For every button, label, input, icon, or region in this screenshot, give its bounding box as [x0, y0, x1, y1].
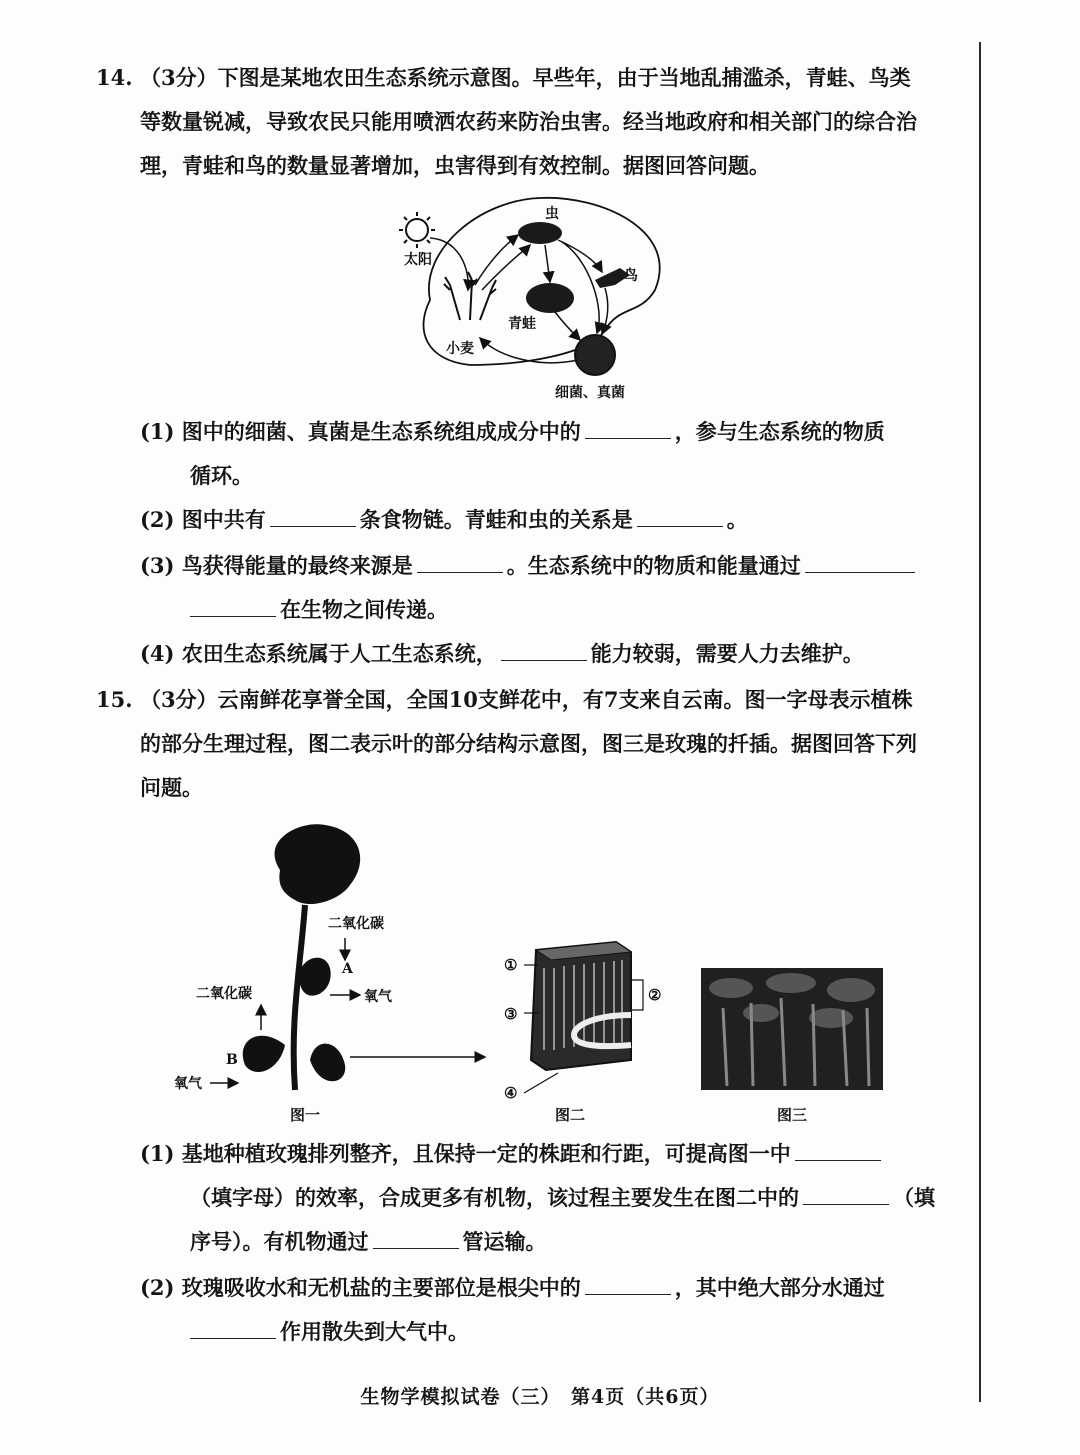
q14-stem: [96, 56, 964, 188]
q15-sub2: [140, 1266, 964, 1354]
q14-sub2-text-a: 图中共有: [181, 507, 266, 532]
q15-intro-line1: （3分）云南鲜花享誉全国，全国10支鲜花中，有7支来自云南。图一字母表示植株: [140, 687, 913, 712]
q14-intro-line2: 等数量锐减，导致农民只能用喷洒农药来防治虫害。经当地政府和相关部门的综合治: [140, 109, 917, 134]
fig1-label-b: B: [226, 1052, 238, 1068]
q15-sub2-text-c: 作用散失到大气中。: [280, 1319, 469, 1344]
q14-sub1: [140, 410, 964, 498]
q14-sub2-num: (2): [140, 507, 175, 532]
q15-sub1-text-a: 基地种植玫瑰排列整齐，且保持一定的株距和行距，可提高图一中: [181, 1141, 791, 1166]
q14-sub2: [140, 498, 964, 542]
answer-blank[interactable]: [373, 1220, 459, 1249]
fig1-label-o2-right: 氧气: [364, 989, 392, 1005]
q14-sub3-text-b: 。生态系统中的物质和能量通过: [506, 553, 801, 578]
answer-blank[interactable]: [585, 410, 671, 439]
rose-plant-icon: [243, 824, 360, 1090]
fig2-marker-3: ③: [504, 1005, 518, 1023]
wheat-icon: [444, 272, 496, 320]
label-decomposer: 细菌、真菌: [555, 385, 625, 401]
answer-blank[interactable]: [417, 544, 503, 573]
q15-sub1-text-c: （填: [893, 1185, 935, 1210]
q15-number: 15.: [96, 687, 133, 712]
answer-blank[interactable]: [637, 498, 723, 527]
q14-sub3-num: (3): [140, 553, 175, 578]
fig1-label-co2-top: 二氧化碳: [328, 916, 384, 932]
figure-1-rose: [160, 820, 500, 1100]
q15-sub1: [140, 1132, 964, 1264]
q14-number: 14.: [96, 65, 133, 90]
q15-sub1-text-d: 序号）。有机物通过: [190, 1229, 369, 1254]
frog-icon: [526, 283, 574, 313]
answer-blank[interactable]: [795, 1132, 881, 1161]
sun-icon: [399, 212, 435, 248]
q14-sub4-text-b: 能力较弱，需要人力去维护。: [590, 641, 864, 666]
fig2-marker-2: ②: [648, 986, 662, 1004]
q14-intro-line1: （3分）下图是某地农田生态系统示意图。早些年，由于当地乱捕滥杀，青蛙、鸟类: [140, 65, 911, 90]
q15-sub1-num: (1): [140, 1141, 175, 1166]
leaf-cross-section-icon: [531, 942, 631, 1070]
figure-3-rose-cuttings-photo: [701, 968, 883, 1090]
fig2-caption: 图二: [555, 1106, 586, 1124]
q14-sub1-text-c: 循环。: [190, 463, 253, 488]
q14-sub2-text-c: 。: [726, 507, 748, 532]
label-sun: 太阳: [404, 252, 432, 268]
label-wheat: 小麦: [446, 341, 474, 357]
q15-sub1-text-b: （填字母）的效率，合成更多有机物，该过程主要发生在图二中的: [190, 1185, 799, 1210]
q15-sub2-text-b: ，其中绝大部分水通过: [674, 1275, 885, 1300]
q15-intro-line2: 的部分生理过程，图二表示叶的部分结构示意图，图三是玫瑰的扦插。据图回答下列: [140, 731, 917, 756]
answer-blank[interactable]: [805, 544, 915, 573]
insect-icon: [518, 222, 562, 244]
q14-sub4-text-a: 农田生态系统属于人工生态系统，: [181, 641, 497, 666]
q14-sub4-num: (4): [140, 641, 175, 666]
label-insect: 虫: [545, 206, 559, 222]
q15-sub2-num: (2): [140, 1275, 175, 1300]
page-footer: 生物学模拟试卷（三） 第4页（共6页）: [360, 1386, 720, 1408]
q14-sub1-num: (1): [140, 419, 175, 444]
q14-intro-line3: 理，青蛙和鸟的数量显著增加，虫害得到有效控制。据图回答问题。: [140, 153, 770, 178]
q15-sub1-text-e: 管运输。: [462, 1229, 547, 1254]
q14-sub3-text-c: 在生物之间传递。: [280, 597, 448, 622]
q15-intro-line3: 问题。: [140, 775, 203, 800]
q15-stem: [96, 678, 964, 810]
answer-blank[interactable]: [803, 1176, 889, 1205]
answer-blank[interactable]: [585, 1266, 671, 1295]
answer-blank[interactable]: [270, 498, 356, 527]
ecosystem-diagram: [390, 190, 680, 410]
fig1-label-co2-left: 二氧化碳: [196, 986, 252, 1002]
q14-sub4: [140, 632, 964, 676]
answer-blank[interactable]: [190, 1310, 276, 1339]
q14-sub2-text-b: 条食物链。青蛙和虫的关系是: [359, 507, 633, 532]
fig1-label-o2-left: 氧气: [174, 1076, 202, 1092]
binding-margin-line: [979, 42, 981, 1402]
fig2-marker-1: ①: [504, 956, 518, 974]
q14-sub3: [140, 544, 964, 632]
q14-sub1-text-a: 图中的细菌、真菌是生态系统组成成分中的: [181, 419, 581, 444]
decomposer-icon: [575, 335, 615, 375]
answer-blank[interactable]: [190, 588, 276, 617]
fig1-caption: 图一: [290, 1106, 321, 1124]
q14-sub3-text-a: 鸟获得能量的最终来源是: [181, 553, 413, 578]
q15-sub2-text-a: 玫瑰吸收水和无机盐的主要部位是根尖中的: [181, 1275, 581, 1300]
answer-blank[interactable]: [501, 632, 587, 661]
label-frog: 青蛙: [508, 316, 536, 332]
figure-2-leaf-structure: [496, 930, 676, 1110]
fig2-marker-4: ④: [504, 1084, 518, 1102]
q14-sub1-text-b: ，参与生态系统的物质: [674, 419, 885, 444]
label-bird: 鸟: [624, 268, 638, 284]
fig3-caption: 图三: [777, 1106, 808, 1124]
fig1-label-a: A: [342, 961, 353, 977]
